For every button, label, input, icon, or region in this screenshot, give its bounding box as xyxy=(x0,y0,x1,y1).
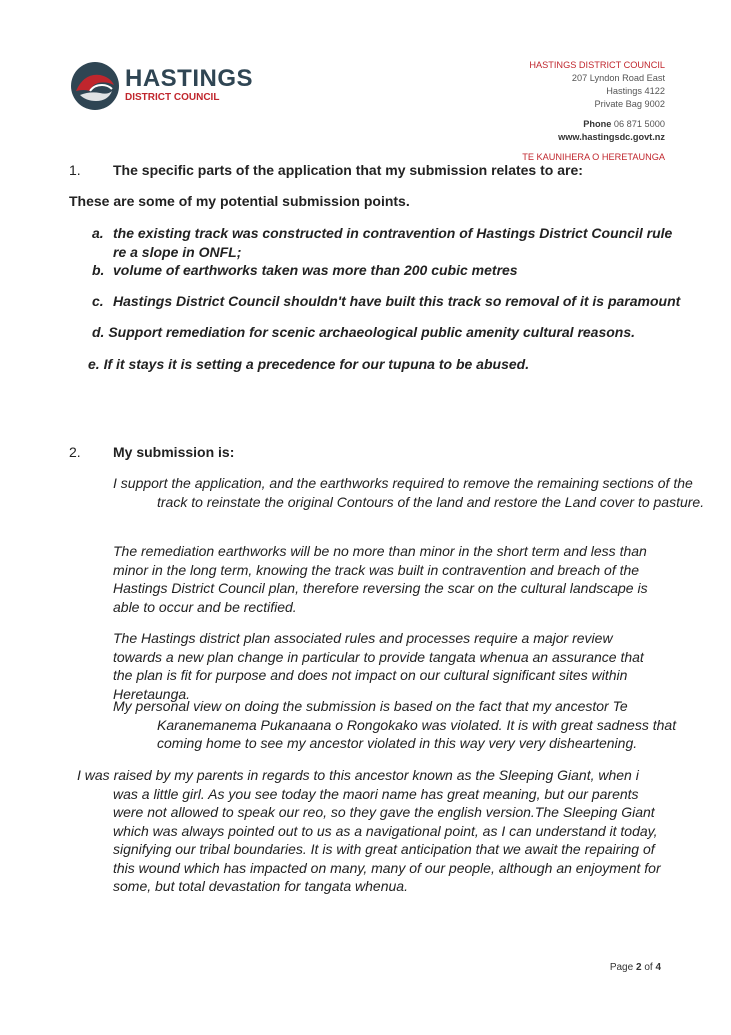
page-number xyxy=(610,962,661,973)
submission-paragraph-5: I was raised by my parents in regards to this ancestor known as the Sleeping Giant, when i was a little girl. As you see today the maori name has great meaning, but our parents were not allowed to speak our reo, so they gave the english version.The Sleeping Giant which was always pointed out to us as a navigational point, as I can understand it today, signifying our tribal boundaries. It is with great anticipation that we await the repairing of this wound which has impacted on many, many of our people, although an enjoyment for some, but total devastation for tangata whenua. xyxy=(77,767,661,894)
point-c-text: Hastings District Council shouldn't have built this track so removal of it is paramount xyxy=(113,293,681,309)
submission-paragraph-4: My personal view on doing the submission is based on the fact that my ancestor Te Karanemanema Pukanaana o Rongokako was violated. It is with great sadness that coming home to see my ancestor violated in this way very very disheartening. xyxy=(113,698,677,751)
section-1-number: 1. xyxy=(69,162,81,178)
point-a-label: a. xyxy=(92,225,104,241)
maori-council-name: TE KAUNIHERA O HERETAUNGA xyxy=(522,152,665,162)
section-2-number: 2. xyxy=(69,444,81,460)
address-line-1: 207 Lyndon Road East xyxy=(571,73,665,83)
page-total: 4 xyxy=(655,962,661,973)
address-line-2: Hastings 4122 xyxy=(606,86,665,96)
logo-main-text: HASTINGS xyxy=(125,65,254,92)
page-word: Page xyxy=(609,962,634,973)
phone-number: 06 871 5000 xyxy=(613,119,665,129)
council-logo xyxy=(70,59,254,113)
logo-wordmark xyxy=(125,67,253,104)
website: www.hastingsdc.govt.nz xyxy=(558,132,665,142)
page-of: of xyxy=(644,962,653,973)
point-a-text: the existing track was constructed in contravention of Hastings District Council rule re a slope in ONFL; xyxy=(113,225,673,260)
submission-paragraph-2: The remediation earthworks will be no more than minor in the short term and less than minor in the long term, knowing the track was built in contravention and breach of the Hastings District Council plan, therefore reversing the scar on the cultural landscape is able to occur and be rectified. xyxy=(113,543,648,615)
point-e-text: e. If it stays it is setting a precedence for our tupuna to be abused. xyxy=(88,356,530,372)
phone-label: Phone xyxy=(583,119,612,129)
hastings-emblem-icon xyxy=(70,61,120,111)
page-current: 2 xyxy=(635,962,642,973)
address-line-3: Private Bag 9002 xyxy=(594,99,665,109)
section-1-heading: The specific parts of the application that my submission relates to are: xyxy=(113,162,583,178)
point-c-label: c. xyxy=(92,293,104,309)
address-block xyxy=(522,59,665,164)
section-1-intro: These are some of my potential submission points. xyxy=(69,193,410,209)
submission-paragraph-1: I support the application, and the earthworks required to remove the remaining sections of the track to reinstate the original Contours of the land and restore the Land cover to pasture. xyxy=(113,475,705,510)
logo-sub-text: DISTRICT COUNCIL xyxy=(125,92,220,103)
point-d-text: d. Support remediation for scenic archaeological public amenity cultural reasons. xyxy=(92,324,636,340)
phone-line xyxy=(522,118,665,131)
submission-paragraph-3: The Hastings district plan associated rules and processes require a major review towards a new plan change in particular to provide tangata whenua an assurance that the plan is fit for purpose and does not impact on our cultural significant sites within Heretaunga. xyxy=(113,630,644,702)
point-b-text: volume of earthworks taken was more than 200 cubic metres xyxy=(113,262,518,278)
point-b-label: b. xyxy=(92,262,105,278)
council-name: HASTINGS DISTRICT COUNCIL xyxy=(529,60,665,70)
section-2-heading: My submission is: xyxy=(113,444,235,460)
